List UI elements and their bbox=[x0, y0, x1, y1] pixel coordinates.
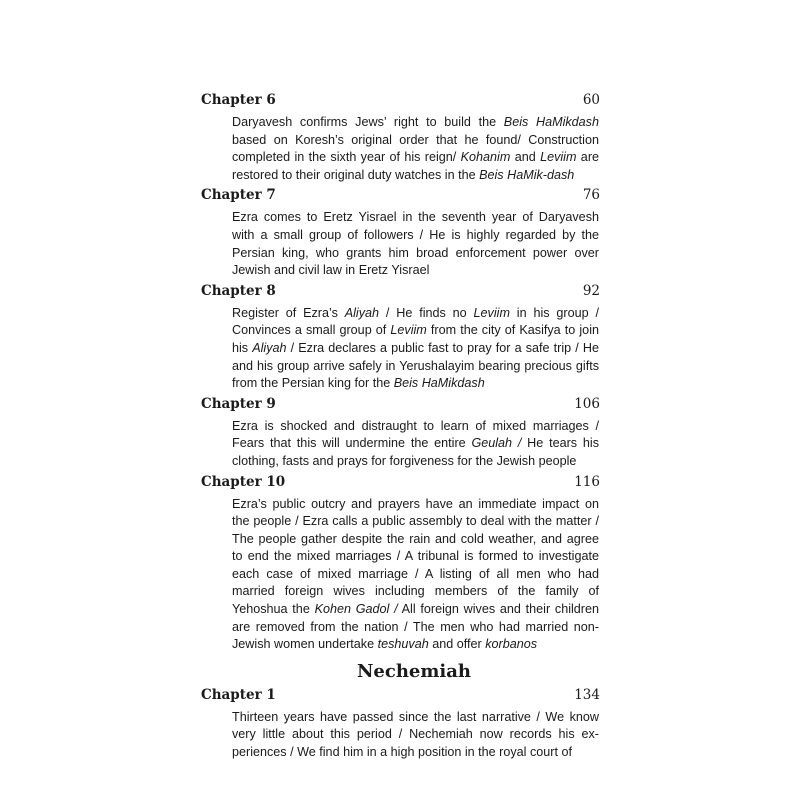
summary-italic-term: Aliyah bbox=[344, 305, 380, 320]
chapter-heading bbox=[201, 396, 599, 418]
chapter-heading bbox=[201, 474, 599, 496]
toc-entry bbox=[201, 687, 599, 762]
toc-entry bbox=[201, 283, 599, 393]
table-of-contents bbox=[201, 92, 599, 765]
chapter-summary bbox=[232, 114, 599, 184]
chapter-title: Chapter 8 bbox=[201, 282, 276, 299]
toc-entry bbox=[201, 396, 599, 471]
summary-italic-term: Kohanim bbox=[460, 150, 511, 165]
chapter-summary bbox=[232, 496, 599, 654]
chapter-heading bbox=[201, 283, 599, 305]
summary-text: and bbox=[510, 150, 541, 165]
toc-entry bbox=[201, 187, 599, 279]
summary-italic-term: Beis HaMikdash bbox=[503, 115, 599, 129]
chapter-title: Chapter 9 bbox=[201, 395, 276, 412]
chapter-title: Chapter 10 bbox=[201, 473, 286, 490]
summary-italic-term: Beis HaMik-dash bbox=[479, 167, 575, 182]
chapter-page-number: 116 bbox=[574, 473, 600, 490]
summary-text: from the city of Kasifya to join his bbox=[232, 323, 599, 355]
summary-text: Thirteen years have passed since the last narrative / We know very little about this period / Nechemiah now records his ex-periences / We find him in a high position in the royal court of bbox=[232, 709, 599, 760]
chapter-page-number: 60 bbox=[582, 92, 600, 108]
summary-text: based on Koresh’s original order that he found/ Construction completed in the sixth year of his reign/ bbox=[232, 132, 599, 165]
chapter-page-number: 76 bbox=[582, 187, 600, 204]
chapter-heading bbox=[201, 92, 599, 114]
chapter-summary bbox=[232, 209, 599, 279]
summary-text: Daryavesh confirms Jews’ right to build the bbox=[232, 115, 504, 129]
summary-text: are restored to their original duty watches in the bbox=[232, 150, 600, 182]
summary-italic-term: Leviim bbox=[473, 305, 510, 320]
summary-italic-term: Leviim bbox=[540, 150, 577, 165]
chapter-heading bbox=[201, 687, 599, 709]
section-title: Nechemiah bbox=[356, 660, 472, 682]
summary-italic-term: Geulah / bbox=[471, 436, 522, 451]
ezra-chapters bbox=[201, 92, 599, 654]
summary-italic-term: Beis HaMikdash bbox=[393, 376, 485, 391]
summary-italic-term: Leviim bbox=[390, 323, 427, 338]
chapter-page-number: 134 bbox=[574, 686, 600, 703]
chapter-title: Chapter 1 bbox=[201, 686, 276, 703]
chapter-summary bbox=[232, 709, 599, 762]
toc-entry bbox=[201, 92, 599, 184]
summary-text: He tears his clothing, fasts and prays for forgiveness for the Jewish people bbox=[232, 436, 599, 468]
summary-italic-term: korbanos bbox=[485, 637, 538, 652]
chapter-summary bbox=[232, 418, 599, 471]
chapter-summary bbox=[232, 305, 599, 393]
summary-text: Ezra comes to Eretz Yisrael in the seventh year of Daryavesh with a small group of followers / He is highly regarded by the Persian king, who grants him broad enforcement power over Jewish and civil law in Eretz Yisrael bbox=[232, 210, 599, 278]
summary-text: Ezra is shocked and distraught to learn of mixed marriages / Fears that this will undermine the entire bbox=[232, 418, 599, 451]
nechemiah-chapters bbox=[201, 687, 599, 762]
chapter-page-number: 92 bbox=[582, 282, 600, 299]
chapter-title: Chapter 6 bbox=[201, 92, 276, 108]
summary-italic-term: teshuvah bbox=[377, 637, 429, 652]
summary-text: / Ezra declares a public fast to pray for a safe trip / He and his group arrive safely in Yerushalayim bearing precious gifts from the Persian king for the bbox=[232, 340, 599, 391]
chapter-page-number: 106 bbox=[574, 395, 600, 412]
summary-italic-term: Kohen Gadol / bbox=[314, 602, 398, 617]
summary-text: / He finds no bbox=[379, 305, 474, 320]
summary-text: and offer bbox=[428, 637, 486, 652]
summary-text: Register of Ezra’s bbox=[232, 305, 345, 320]
summary-italic-term: Aliyah bbox=[252, 340, 287, 355]
summary-text: All foreign wives and their children are removed from the nation / The men who had married non-Jewish women undertake bbox=[232, 602, 600, 652]
chapter-heading bbox=[201, 187, 599, 209]
summary-text: in his group / Convinces a small group of bbox=[232, 305, 599, 338]
chapter-title: Chapter 7 bbox=[201, 187, 276, 204]
toc-entry bbox=[201, 474, 599, 654]
summary-text: Ezra’s public outcry and prayers have an immediate impact on the people / Ezra calls a public assembly to deal with the matter / The people gather despite the rain and cold weather, and agree to end the mixed marriages / A tribunal is formed to investigate each case of mixed marriage / A listing of all men who had married foreign wives including members of the family of Yehoshua the bbox=[232, 496, 599, 617]
